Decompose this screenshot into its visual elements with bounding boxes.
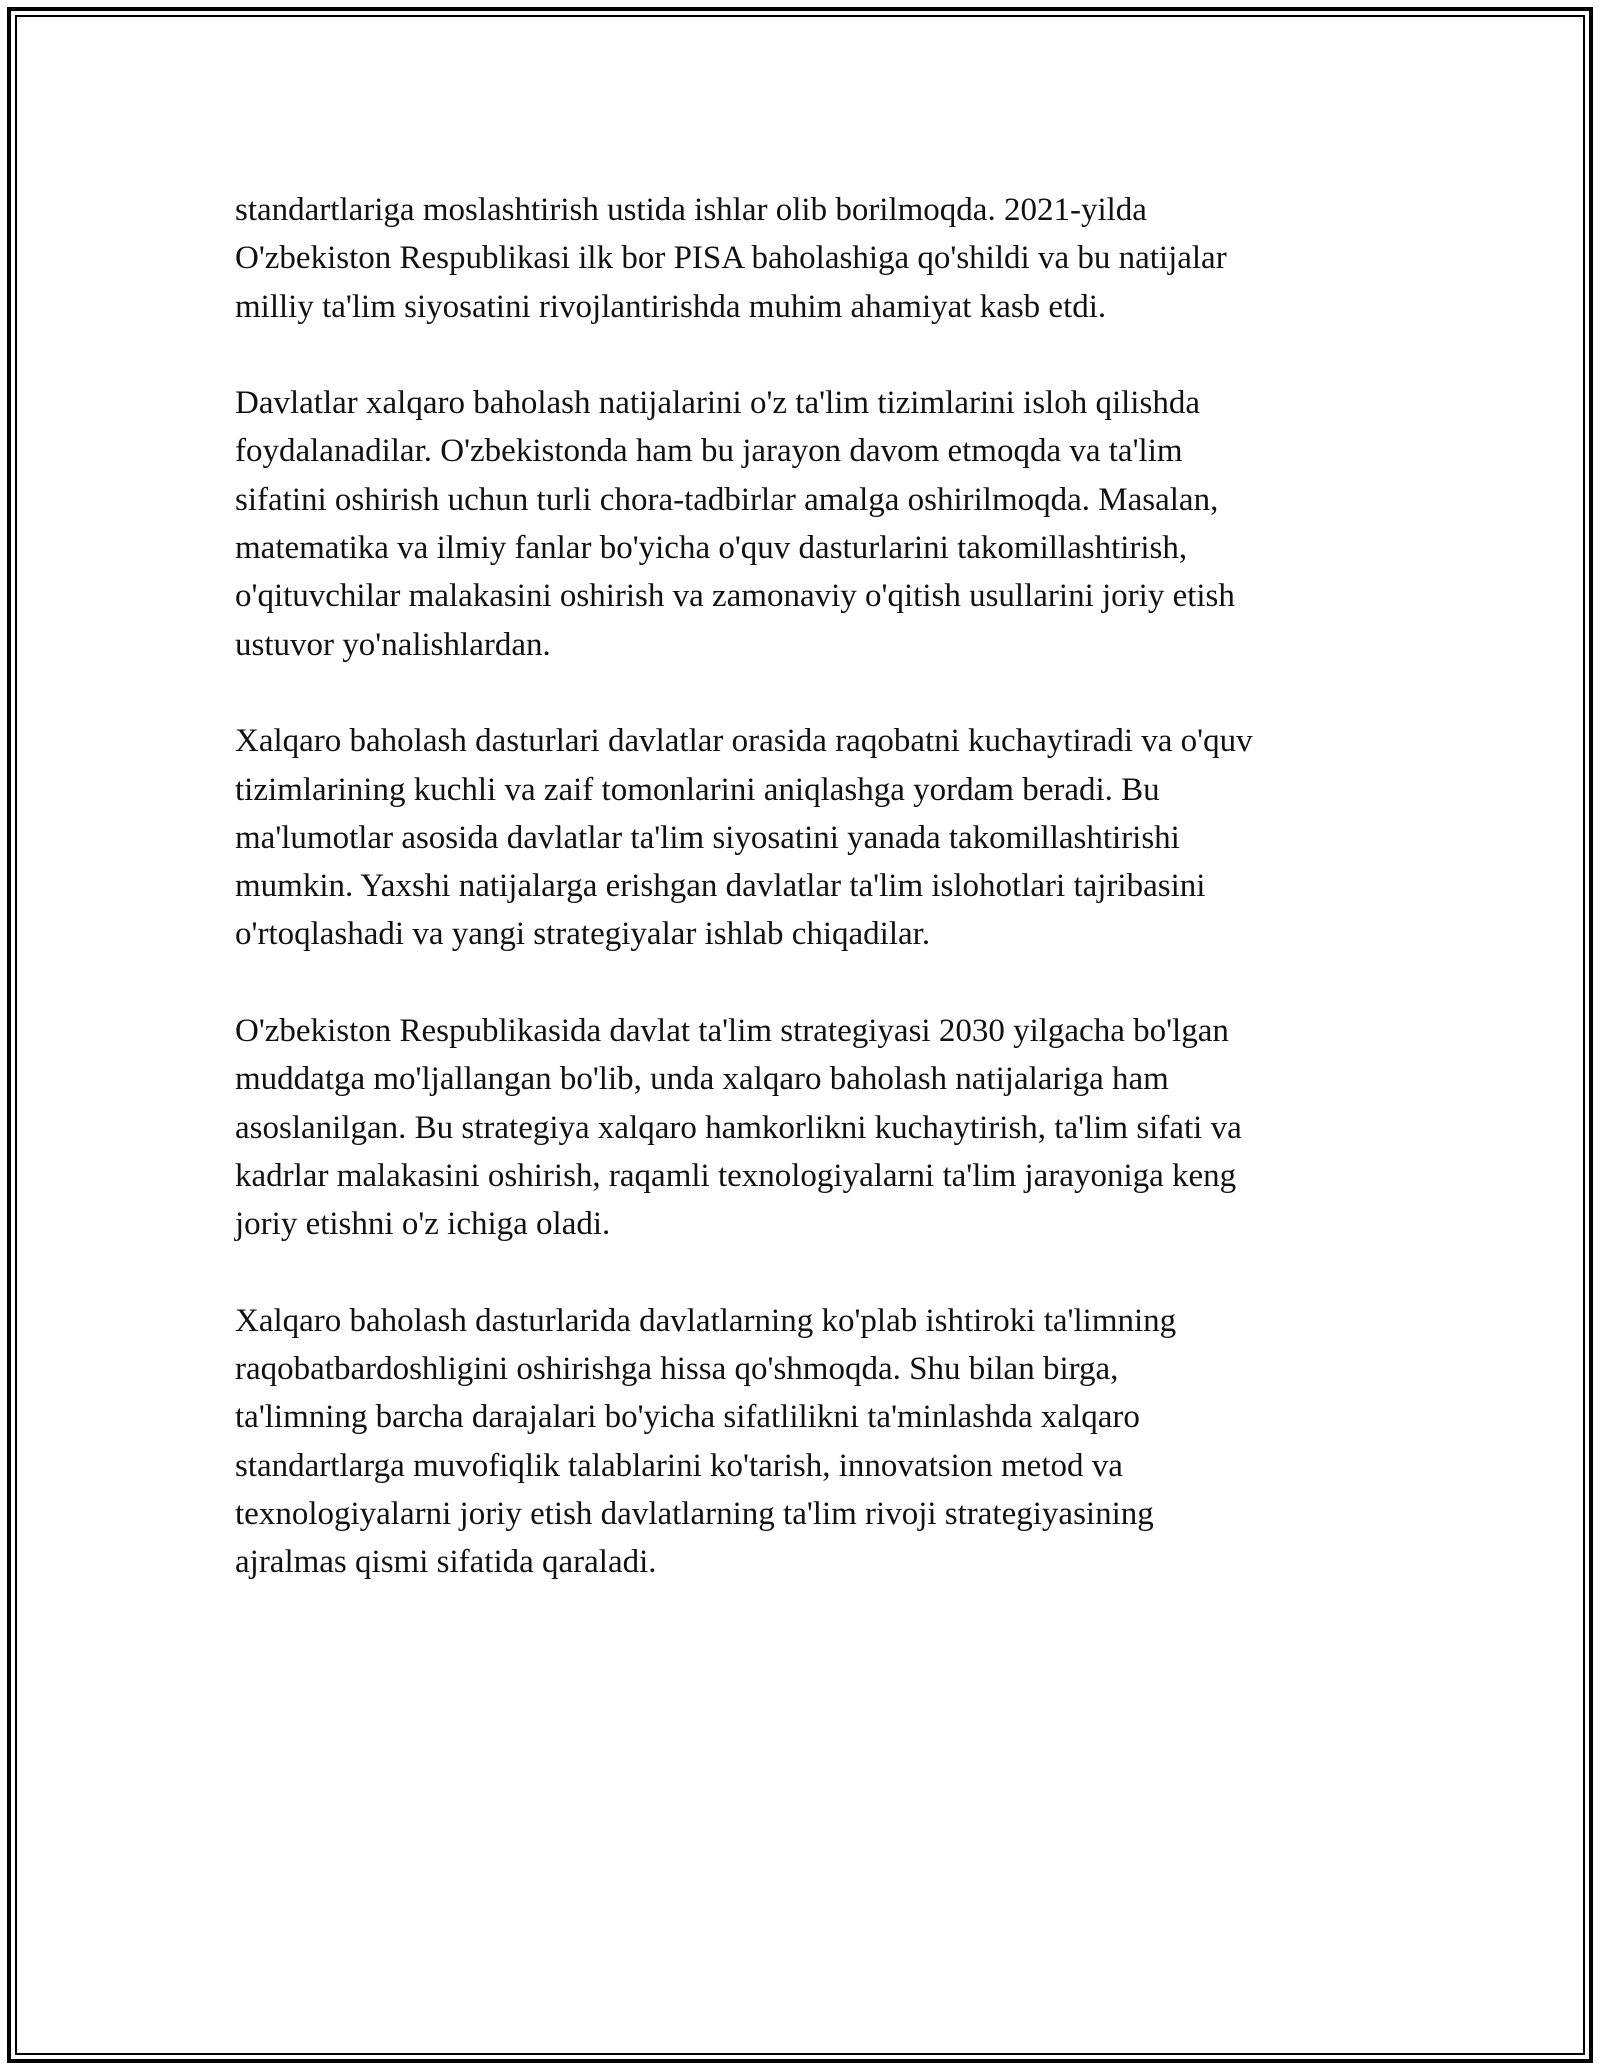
paragraph-5 (235, 1297, 1385, 1587)
text-line: tizimlarining kuchli va zaif tomonlarini aniqlashga yordam beradi. Bu (235, 771, 1160, 808)
text-line: ta'limning barcha darajalari bo'yicha sifatlilikni ta'minlashda xalqaro (235, 1399, 1140, 1436)
text-line: standartlariga moslashtirish ustida ishlar olib borilmoqda. 2021-yilda (235, 192, 1147, 228)
text-line: o'qituvchilar malakasini oshirish va zamonaviy o'qitish usullarini joriy etish (235, 578, 1235, 615)
text-line: Xalqaro baholash dasturlarida davlatlarning ko'plab ishtiroki ta'limning (235, 1302, 1177, 1339)
text-line: ustuvor yo'nalishlardan. (235, 626, 551, 663)
text-line: milliy ta'lim siyosatini rivojlantirishda muhim ahamiyat kasb etdi. (235, 288, 1107, 325)
text-line: foydalanadilar. O'zbekistonda ham bu jarayon davom etmoqda va ta'lim (235, 433, 1183, 470)
text-line: texnologiyalarni joriy etish davlatlarning ta'lim rivoji strategiyasining (235, 1496, 1154, 1533)
text-line: O'zbekiston Respublikasi ilk bor PISA baholashiga qo'shildi va bu natijalar (235, 240, 1227, 277)
text-line: asoslanilgan. Bu strategiya xalqaro hamkorlikni kuchaytirish, ta'lim sifati va (235, 1109, 1242, 1146)
text-line: Xalqaro baholash dasturlari davlatlar orasida raqobatni kuchaytiradi va o'quv (235, 723, 1253, 760)
text-line: o'rtoqlashadi va yangi strategiyalar ishlab chiqadilar. (235, 916, 931, 953)
text-line: sifatini oshirish uchun turli chora-tadbirlar amalga oshirilmoqda. Masalan, (235, 481, 1219, 518)
text-line: standartlarga muvofiqlik talablarini ko'tarish, innovatsion metod va (235, 1447, 1123, 1484)
text-line: muddatga mo'ljallangan bo'lib, unda xalqaro baholash natijalariga ham (235, 1061, 1169, 1098)
text-line: kadrlar malakasini oshirish, raqamli texnologiyalarni ta'lim jarayoniga keng (235, 1157, 1237, 1194)
paragraph-2 (235, 379, 1385, 669)
paragraph-3 (235, 717, 1385, 958)
paragraph-1 (235, 186, 1385, 331)
text-line: O'zbekiston Respublikasida davlat ta'lim strategiyasi 2030 yilgacha bo'lgan (235, 1013, 1229, 1050)
text-line: Davlatlar xalqaro baholash natijalarini o'z ta'lim tizimlarini isloh qilishda (235, 385, 1200, 422)
text-line: matematika va ilmiy fanlar bo'yicha o'quv dasturlarini takomillashtirish, (235, 530, 1188, 567)
text-line: ma'lumotlar asosida davlatlar ta'lim siyosatini yanada takomillashtirishi (235, 819, 1180, 856)
paragraph-4 (235, 1007, 1385, 1248)
text-line: mumkin. Yaxshi natijalarga erishgan davlatlar ta'lim islohotlari tajribasini (235, 868, 1206, 905)
text-line: raqobatbardoshligini oshirishga hissa qo'shmoqda. Shu bilan birga, (235, 1351, 1119, 1388)
text-line: ajralmas qismi sifatida qaraladi. (235, 1544, 657, 1581)
document-body (235, 186, 1385, 1635)
text-line: joriy etishni o'z ichiga oladi. (235, 1206, 611, 1243)
